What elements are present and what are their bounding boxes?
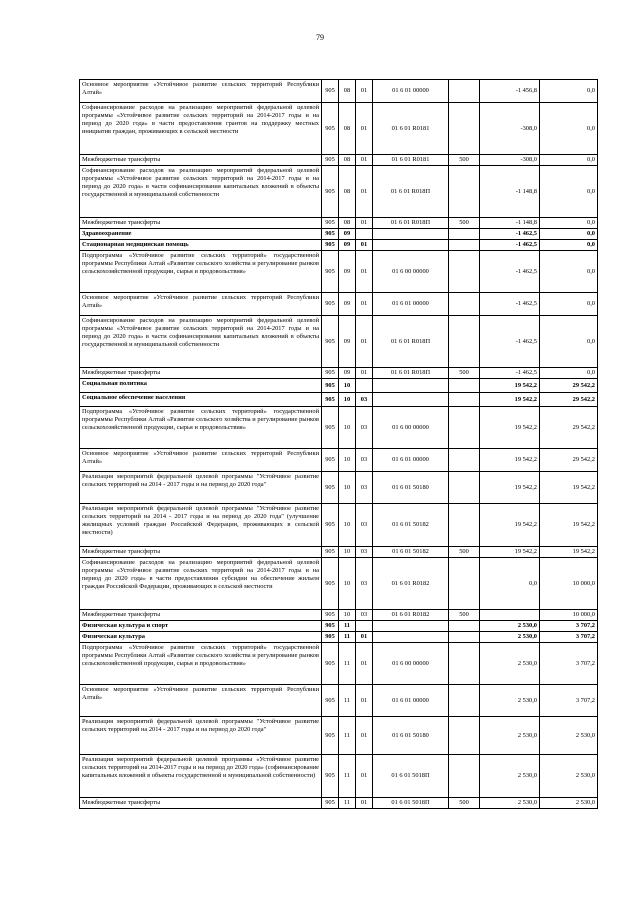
amount-total-cell: 19 542,2 — [540, 504, 598, 547]
subsection-code-cell: 01 — [356, 293, 373, 316]
expense-type-cell — [449, 621, 480, 632]
amount-change-cell: 2 530,0 — [480, 621, 540, 632]
expense-type-cell — [449, 393, 480, 407]
ministry-code-cell: 905 — [322, 632, 339, 643]
expense-type-cell — [449, 316, 480, 368]
row-name-cell: Основное мероприятие «Устойчивое развитие сельских территорий Республики Алтай» — [80, 449, 322, 472]
amount-total-cell: 29 542,2 — [540, 393, 598, 407]
table-row — [80, 379, 598, 393]
amount-total-cell: 0,0 — [540, 80, 598, 103]
amount-change-cell — [480, 610, 540, 621]
expense-type-cell — [449, 240, 480, 251]
table-row — [80, 293, 598, 316]
amount-total-cell: 0,0 — [540, 103, 598, 155]
expense-type-cell — [449, 717, 480, 755]
section-code-cell: 10 — [339, 393, 356, 407]
subsection-code-cell: 01 — [356, 251, 373, 293]
expense-type-cell — [449, 449, 480, 472]
subsection-code-cell: 01 — [356, 218, 373, 229]
subsection-code-cell: 01 — [356, 80, 373, 103]
expense-type-cell — [449, 643, 480, 685]
table-row — [80, 504, 598, 547]
expense-type-cell — [449, 755, 480, 798]
expense-type-cell — [449, 379, 480, 393]
target-article-cell: 01 6 01 00000 — [373, 449, 449, 472]
subsection-code-cell: 03 — [356, 449, 373, 472]
amount-change-cell: 19 542,2 — [480, 449, 540, 472]
ministry-code-cell: 905 — [322, 293, 339, 316]
ministry-code-cell: 905 — [322, 547, 339, 558]
row-name-cell: Межбюджетные трансферты — [80, 610, 322, 621]
section-code-cell: 09 — [339, 368, 356, 379]
target-article-cell: 01 6 00 00000 — [373, 407, 449, 449]
target-article-cell: 01 6 01 R0182 — [373, 610, 449, 621]
target-article-cell: 01 6 01 00000 — [373, 293, 449, 316]
section-code-cell: 10 — [339, 379, 356, 393]
subsection-code-cell: 01 — [356, 643, 373, 685]
expense-type-cell: 500 — [449, 218, 480, 229]
target-article-cell: 01 6 01 R0181 — [373, 103, 449, 155]
subsection-code-cell — [356, 229, 373, 240]
target-article-cell: 01 6 01 R0182 — [373, 558, 449, 610]
amount-change-cell: 2 530,0 — [480, 717, 540, 755]
ministry-code-cell: 905 — [322, 755, 339, 798]
section-code-cell: 08 — [339, 80, 356, 103]
subsection-code-cell: 01 — [356, 166, 373, 218]
subsection-code-cell: 01 — [356, 685, 373, 717]
subsection-code-cell: 03 — [356, 504, 373, 547]
table-row — [80, 610, 598, 621]
subsection-code-cell: 01 — [356, 240, 373, 251]
target-article-cell: 01 6 01 R018П — [373, 368, 449, 379]
ministry-code-cell: 905 — [322, 103, 339, 155]
section-code-cell: 10 — [339, 472, 356, 504]
ministry-code-cell: 905 — [322, 472, 339, 504]
amount-total-cell: 29 542,2 — [540, 379, 598, 393]
row-name-cell: Физическая культура и спорт — [80, 621, 322, 632]
expense-type-cell — [449, 166, 480, 218]
subsection-code-cell: 03 — [356, 407, 373, 449]
row-name-cell: Подпрограмма «Устойчивое развитие сельских территорий» государственной программы Республики Алтай «Развитие сельского хозяйства и регулирование рынков сельскохозяйственной продукции, сырья и продовольствия» — [80, 407, 322, 449]
amount-change-cell: 19 542,2 — [480, 379, 540, 393]
amount-change-cell: 2 530,0 — [480, 755, 540, 798]
amount-total-cell: 0,0 — [540, 316, 598, 368]
table-row — [80, 251, 598, 293]
ministry-code-cell: 905 — [322, 316, 339, 368]
amount-change-cell: -1 462,5 — [480, 240, 540, 251]
row-name-cell: Софинансирование расходов на реализацию мероприятий федеральной целевой программы «Устойчивое развитие сельских территорий на 2014-2017 годы и на период до 2020 года» в части софинансирования капитальных вложений в объекты государственной и муниципальной собственности — [80, 316, 322, 368]
amount-total-cell: 3 707,2 — [540, 621, 598, 632]
row-name-cell: Основное мероприятие «Устойчивое развитие сельских территорий Республики Алтай» — [80, 293, 322, 316]
table-row — [80, 632, 598, 643]
row-name-cell: Подпрограмма «Устойчивое развитие сельских территорий» государственной программы Республики Алтай «Развитие сельского хозяйства и регулирование рынков сельскохозяйственной продукции, сырья и продовольствия» — [80, 251, 322, 293]
subsection-code-cell: 03 — [356, 547, 373, 558]
amount-change-cell: 2 530,0 — [480, 632, 540, 643]
amount-total-cell: 3 707,2 — [540, 643, 598, 685]
ministry-code-cell: 905 — [322, 504, 339, 547]
amount-total-cell: 0,0 — [540, 229, 598, 240]
expense-type-cell: 500 — [449, 155, 480, 166]
row-name-cell: Реализация мероприятий федеральной целевой программы "Устойчивое развитие сельских территорий на 2014 - 2017 годы и на период до 2020 года" (улучшение жилищных условий граждан Российской Федерации, проживающих в сельской местности) — [80, 504, 322, 547]
target-article-cell: 01 6 00 00000 — [373, 643, 449, 685]
target-article-cell — [373, 621, 449, 632]
amount-total-cell: 0,0 — [540, 166, 598, 218]
table-row — [80, 103, 598, 155]
amount-change-cell: -1 456,8 — [480, 80, 540, 103]
table-row — [80, 449, 598, 472]
row-name-cell: Межбюджетные трансферты — [80, 155, 322, 166]
budget-table — [79, 79, 598, 809]
target-article-cell — [373, 379, 449, 393]
row-name-cell: Стационарная медицинская помощь — [80, 240, 322, 251]
amount-change-cell: -1 462,5 — [480, 251, 540, 293]
target-article-cell: 01 6 01 R018П — [373, 316, 449, 368]
subsection-code-cell — [356, 621, 373, 632]
target-article-cell — [373, 632, 449, 643]
target-article-cell — [373, 240, 449, 251]
amount-change-cell: 19 542,2 — [480, 472, 540, 504]
expense-type-cell — [449, 685, 480, 717]
amount-change-cell: -1 148,8 — [480, 166, 540, 218]
ministry-code-cell: 905 — [322, 407, 339, 449]
amount-total-cell: 0,0 — [540, 240, 598, 251]
table-row — [80, 558, 598, 610]
ministry-code-cell: 905 — [322, 685, 339, 717]
ministry-code-cell: 905 — [322, 621, 339, 632]
ministry-code-cell: 905 — [322, 798, 339, 809]
table-row — [80, 218, 598, 229]
subsection-code-cell — [356, 379, 373, 393]
section-code-cell: 10 — [339, 547, 356, 558]
amount-change-cell: 2 530,0 — [480, 643, 540, 685]
expense-type-cell — [449, 229, 480, 240]
target-article-cell: 01 6 01 50182 — [373, 547, 449, 558]
target-article-cell: 01 6 01 5018П — [373, 755, 449, 798]
table-row — [80, 407, 598, 449]
section-code-cell: 09 — [339, 229, 356, 240]
table-row — [80, 240, 598, 251]
amount-total-cell: 0,0 — [540, 293, 598, 316]
amount-total-cell: 29 542,2 — [540, 449, 598, 472]
expense-type-cell — [449, 251, 480, 293]
target-article-cell: 01 6 01 R018П — [373, 218, 449, 229]
target-article-cell: 01 6 01 00000 — [373, 685, 449, 717]
table-row — [80, 316, 598, 368]
ministry-code-cell: 905 — [322, 218, 339, 229]
section-code-cell: 11 — [339, 632, 356, 643]
ministry-code-cell: 905 — [322, 155, 339, 166]
ministry-code-cell: 905 — [322, 229, 339, 240]
expense-type-cell — [449, 293, 480, 316]
amount-change-cell: 19 542,2 — [480, 547, 540, 558]
amount-total-cell: 0,0 — [540, 218, 598, 229]
table-row — [80, 472, 598, 504]
amount-total-cell: 29 542,2 — [540, 407, 598, 449]
section-code-cell: 08 — [339, 166, 356, 218]
expense-type-cell — [449, 407, 480, 449]
expense-type-cell: 500 — [449, 547, 480, 558]
table-row — [80, 229, 598, 240]
subsection-code-cell: 01 — [356, 155, 373, 166]
amount-change-cell: 19 542,2 — [480, 407, 540, 449]
amount-total-cell: 19 542,2 — [540, 547, 598, 558]
section-code-cell: 11 — [339, 717, 356, 755]
section-code-cell: 08 — [339, 155, 356, 166]
target-article-cell — [373, 393, 449, 407]
table-row — [80, 643, 598, 685]
expense-type-cell — [449, 632, 480, 643]
table-row — [80, 755, 598, 798]
subsection-code-cell: 01 — [356, 632, 373, 643]
amount-total-cell: 0,0 — [540, 155, 598, 166]
ministry-code-cell: 905 — [322, 240, 339, 251]
row-name-cell: Межбюджетные трансферты — [80, 798, 322, 809]
amount-total-cell: 3 707,2 — [540, 685, 598, 717]
section-code-cell: 11 — [339, 755, 356, 798]
subsection-code-cell: 03 — [356, 610, 373, 621]
amount-total-cell: 2 530,0 — [540, 755, 598, 798]
amount-total-cell: 10 000,0 — [540, 610, 598, 621]
target-article-cell: 01 6 01 00000 — [373, 80, 449, 103]
expense-type-cell — [449, 558, 480, 610]
amount-change-cell: -308,0 — [480, 103, 540, 155]
section-code-cell: 10 — [339, 504, 356, 547]
amount-total-cell: 0,0 — [540, 368, 598, 379]
section-code-cell: 10 — [339, 407, 356, 449]
section-code-cell: 08 — [339, 218, 356, 229]
amount-total-cell: 0,0 — [540, 251, 598, 293]
target-article-cell: 01 6 01 R018П — [373, 166, 449, 218]
target-article-cell: 01 6 01 50182 — [373, 504, 449, 547]
row-name-cell: Межбюджетные трансферты — [80, 547, 322, 558]
section-code-cell: 09 — [339, 240, 356, 251]
amount-change-cell: -1 462,5 — [480, 316, 540, 368]
subsection-code-cell: 01 — [356, 798, 373, 809]
subsection-code-cell: 03 — [356, 558, 373, 610]
table-row — [80, 166, 598, 218]
subsection-code-cell: 01 — [356, 368, 373, 379]
ministry-code-cell: 905 — [322, 166, 339, 218]
ministry-code-cell: 905 — [322, 379, 339, 393]
expense-type-cell — [449, 504, 480, 547]
ministry-code-cell: 905 — [322, 610, 339, 621]
subsection-code-cell: 03 — [356, 472, 373, 504]
row-name-cell: Реализация мероприятий федеральной целевой программы "Устойчивое развитие сельских территорий на 2014 - 2017 годы и на период до 2020 года" — [80, 472, 322, 504]
row-name-cell: Подпрограмма «Устойчивое развитие сельских территорий» государственной программы Республики Алтай «Развитие сельского хозяйства и регулирование рынков сельскохозяйственной продукции, сырья и продовольствия» — [80, 643, 322, 685]
ministry-code-cell: 905 — [322, 558, 339, 610]
subsection-code-cell: 01 — [356, 316, 373, 368]
target-article-cell: 01 6 01 50180 — [373, 717, 449, 755]
amount-total-cell: 2 530,0 — [540, 798, 598, 809]
section-code-cell: 10 — [339, 558, 356, 610]
expense-type-cell — [449, 103, 480, 155]
amount-change-cell: 0,0 — [480, 558, 540, 610]
row-name-cell: Физическая культура — [80, 632, 322, 643]
row-name-cell: Реализация мероприятий федеральной целевой программы "Устойчивое развитие сельских территорий на 2014 - 2017 годы и на период до 2020 года" — [80, 717, 322, 755]
section-code-cell: 11 — [339, 621, 356, 632]
table-row — [80, 393, 598, 407]
section-code-cell: 11 — [339, 643, 356, 685]
amount-change-cell: -308,0 — [480, 155, 540, 166]
ministry-code-cell: 905 — [322, 717, 339, 755]
row-name-cell: Социальное обеспечение населения — [80, 393, 322, 407]
ministry-code-cell: 905 — [322, 393, 339, 407]
table-row — [80, 155, 598, 166]
amount-change-cell: -1 462,5 — [480, 368, 540, 379]
table-row — [80, 80, 598, 103]
expense-type-cell — [449, 80, 480, 103]
amount-total-cell: 10 000,0 — [540, 558, 598, 610]
section-code-cell: 09 — [339, 293, 356, 316]
section-code-cell: 09 — [339, 316, 356, 368]
amount-change-cell: 19 542,2 — [480, 504, 540, 547]
section-code-cell: 10 — [339, 449, 356, 472]
amount-change-cell: -1 462,5 — [480, 293, 540, 316]
target-article-cell: 01 6 01 5018П — [373, 798, 449, 809]
row-name-cell: Здравоохранение — [80, 229, 322, 240]
target-article-cell: 01 6 01 R0181 — [373, 155, 449, 166]
row-name-cell: Софинансирование расходов на реализацию мероприятий федеральной целевой программы «Устойчивое развитие сельских территорий на 2014-2017 годы и на период до 2020 года» в части предоставления субсидии на обеспечение жильем граждан Российской Федерации, проживающих в сельской местности — [80, 558, 322, 610]
ministry-code-cell: 905 — [322, 643, 339, 685]
target-article-cell: 01 6 00 00000 — [373, 251, 449, 293]
table-body — [80, 80, 598, 809]
section-code-cell: 10 — [339, 610, 356, 621]
row-name-cell: Софинансирование расходов на реализацию мероприятий федеральной целевой программы «Устойчивое развитие сельских территорий на 2014-2017 годы и на период до 2020 года» в части предоставления грантов на поддержку местных инициатив граждан, проживающих в сельской местности — [80, 103, 322, 155]
amount-change-cell: 19 542,2 — [480, 393, 540, 407]
page-number: 79 — [316, 33, 324, 42]
target-article-cell: 01 6 01 50180 — [373, 472, 449, 504]
expense-type-cell: 500 — [449, 798, 480, 809]
target-article-cell — [373, 229, 449, 240]
subsection-code-cell: 01 — [356, 755, 373, 798]
amount-total-cell: 3 707,2 — [540, 632, 598, 643]
amount-change-cell: 2 530,0 — [480, 685, 540, 717]
ministry-code-cell: 905 — [322, 449, 339, 472]
ministry-code-cell: 905 — [322, 251, 339, 293]
row-name-cell: Межбюджетные трансферты — [80, 218, 322, 229]
row-name-cell: Межбюджетные трансферты — [80, 368, 322, 379]
subsection-code-cell: 03 — [356, 393, 373, 407]
amount-change-cell: -1 148,8 — [480, 218, 540, 229]
section-code-cell: 11 — [339, 685, 356, 717]
table-row — [80, 547, 598, 558]
ministry-code-cell: 905 — [322, 80, 339, 103]
section-code-cell: 09 — [339, 251, 356, 293]
table-row — [80, 717, 598, 755]
expense-type-cell: 500 — [449, 368, 480, 379]
row-name-cell: Софинансирование расходов на реализацию мероприятий федеральной целевой программы «Устойчивое развитие сельских территорий на 2014-2017 годы и на период до 2020 года» в части софинансирования капитальных вложений в объекты государственной и муниципальной собственности — [80, 166, 322, 218]
subsection-code-cell: 01 — [356, 103, 373, 155]
row-name-cell: Реализация мероприятий федеральной целевой программы «Устойчивое развитие сельских территорий на 2014-2017 годы и на период до 2020 года» (софинансирование капитальных вложений в объекты государственной и муниципальной собственности) — [80, 755, 322, 798]
row-name-cell: Основное мероприятие «Устойчивое развитие сельских территорий Республики Алтай» — [80, 80, 322, 103]
amount-change-cell: 2 530,0 — [480, 798, 540, 809]
table-row — [80, 798, 598, 809]
expense-type-cell: 500 — [449, 610, 480, 621]
row-name-cell: Основное мероприятие «Устойчивое развитие сельских территорий Республики Алтай» — [80, 685, 322, 717]
amount-change-cell: -1 462,5 — [480, 229, 540, 240]
ministry-code-cell: 905 — [322, 368, 339, 379]
expense-type-cell — [449, 472, 480, 504]
table-row — [80, 685, 598, 717]
table-row — [80, 621, 598, 632]
section-code-cell: 08 — [339, 103, 356, 155]
row-name-cell: Социальная политика — [80, 379, 322, 393]
subsection-code-cell: 01 — [356, 717, 373, 755]
table-row — [80, 368, 598, 379]
amount-total-cell: 2 530,0 — [540, 717, 598, 755]
section-code-cell: 11 — [339, 798, 356, 809]
amount-total-cell: 19 542,2 — [540, 472, 598, 504]
